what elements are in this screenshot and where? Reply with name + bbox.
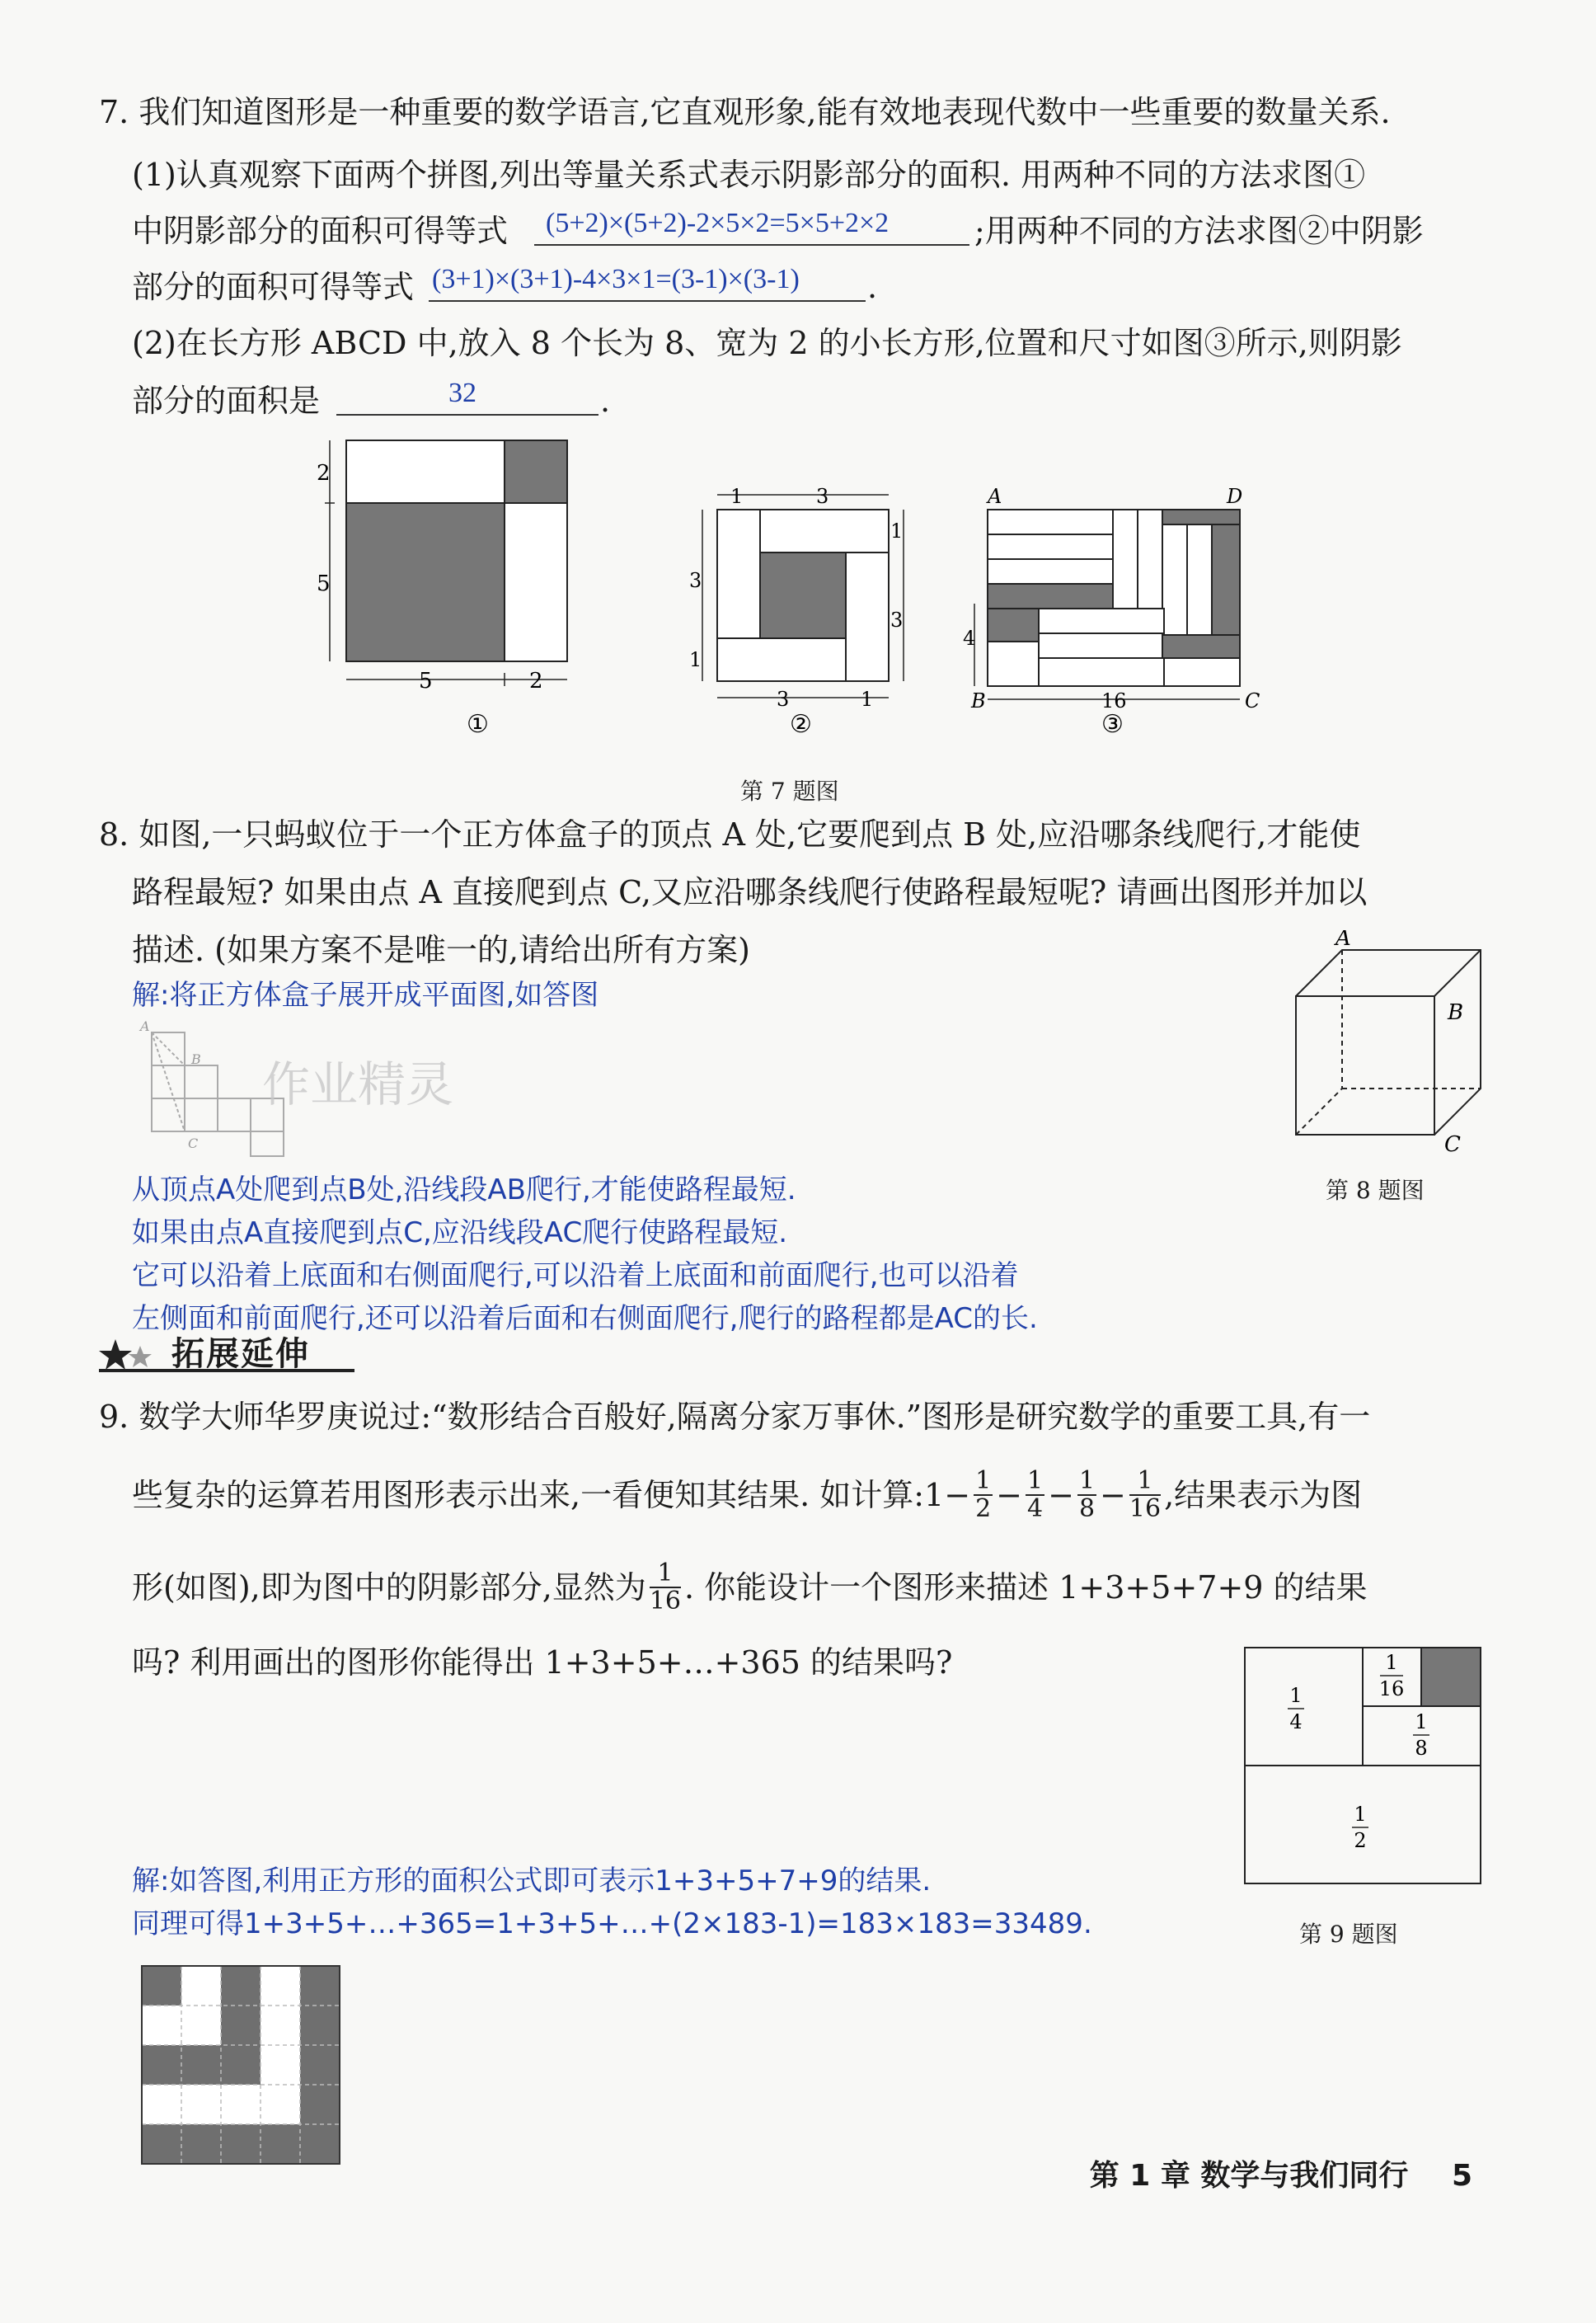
watermark: 作业精灵	[262, 1056, 454, 1112]
fig3-label-B: B	[971, 689, 986, 712]
q9-line3	[132, 1560, 1368, 1615]
net-label-A: A	[140, 1019, 150, 1034]
fig2-label-bottom1: 1	[861, 688, 874, 711]
q7-part1-line3a: 部分的面积可得等式	[132, 269, 415, 305]
page-number: 5	[1451, 2159, 1472, 2193]
q9-solution-1: 解:如答图,利用正方形的面积公式即可表示1+3+5+7+9的结果.	[132, 1865, 932, 1897]
fig3-label-16: 16	[1101, 689, 1127, 712]
q7-answer2: (3+1)×(3+1)-4×3×1=(3-1)×(3-1)	[432, 264, 800, 294]
q7-part2-line2b: .	[600, 383, 611, 419]
cube-label-B: B	[1448, 1000, 1464, 1025]
fig9-h-num: 1	[1354, 1803, 1367, 1826]
q9-frac-eighth: $\frac{1}{8}$	[1078, 1466, 1096, 1523]
cube-label-A: A	[1335, 930, 1351, 951]
fig2-caption: ②	[790, 710, 812, 739]
fig2-label-left1: 1	[689, 648, 702, 671]
q8-solution-3: 它可以沿着上底面和右侧面爬行,可以沿着上底面和前面爬行,也可以沿着	[132, 1259, 1019, 1292]
section-header	[99, 1326, 354, 1372]
q7-figure-caption: 第 7 题图	[740, 778, 839, 805]
stars-icon	[99, 1334, 165, 1372]
fig3-caption: ③	[1101, 710, 1124, 739]
q7-part1-line2b: ;用两种不同的方法求图②中阴影	[974, 213, 1424, 249]
q7-part1-line1: (1)认真观察下面两个拼图,列出等量关系式表示阴影部分的面积. 用两种不同的方法求图①	[132, 157, 1366, 193]
q9-solution-2: 同理可得1+3+5+…+365=1+3+5+…+(2×183-1)=183×183=33489.	[132, 1907, 1092, 1940]
fig1-label-5a: 5	[317, 571, 331, 596]
footer-chapter: 第 1 章 数学与我们同行	[1089, 2159, 1409, 2193]
q7-answer1: (5+2)×(5+2)-2×5×2=5×5+2×2	[546, 208, 890, 238]
section-title: 拓展延伸	[171, 1335, 310, 1373]
q9-minus-1: −	[996, 1477, 1022, 1513]
q9-minus-3: −	[1100, 1477, 1126, 1513]
page-footer	[1090, 2152, 1472, 2194]
q7-blank3	[336, 414, 598, 416]
fig1-label-5b: 5	[419, 669, 433, 694]
q9-fraction-figure	[1237, 1643, 1484, 1890]
q7-figure2	[684, 480, 907, 744]
fig9-h-den: 2	[1354, 1829, 1367, 1852]
fig1-label-2b: 2	[529, 669, 543, 694]
q8-solution-intro: 解:将正方体盒子展开成平面图,如答图	[132, 979, 599, 1012]
q8-figure-caption: 第 8 题图	[1326, 1177, 1425, 1204]
q9-line2a: 些复杂的运算若用图形表示出来,一看便知其结果. 如计算:1−	[132, 1477, 971, 1513]
q8-solution-1: 从顶点A处爬到点B处,沿线段AB爬行,才能使路程最短.	[132, 1173, 796, 1206]
fig2-label-bottom3: 3	[777, 688, 790, 711]
fig2-label-right3: 3	[890, 609, 904, 632]
fig3-label-D: D	[1227, 485, 1243, 508]
fig9-s-den: 16	[1378, 1677, 1405, 1700]
fig9-e-num: 1	[1415, 1710, 1428, 1733]
q7-part2-line1: (2)在长方形 ABCD 中,放入 8 个长为 8、宽为 2 的小长方形,位置和尺寸如图③所示,则阴影	[132, 325, 1402, 361]
fig2-label-left3: 3	[689, 569, 702, 592]
net-label-B: B	[191, 1051, 201, 1067]
q9-frac-quarter: $\frac{1}{4}$	[1027, 1466, 1044, 1523]
fig3-label-C: C	[1245, 689, 1260, 712]
q9-answer-grid	[140, 1964, 343, 2167]
fig9-q-num: 1	[1289, 1684, 1303, 1707]
q9-line3b: . 你能设计一个图形来描述 1+3+5+7+9 的结果	[684, 1569, 1368, 1606]
q7-blank1	[534, 244, 969, 246]
cube-label-C: C	[1444, 1132, 1461, 1153]
q7-blank2	[429, 300, 866, 302]
fig1-label-2a: 2	[317, 461, 331, 486]
q7-part1-line3b: .	[867, 269, 878, 305]
q9-frac-half: $\frac{1}{2}$	[975, 1466, 992, 1523]
fig3-label-A: A	[988, 485, 1002, 508]
fig9-q-den: 4	[1289, 1710, 1303, 1733]
q9-line2b: ,结果表示为图	[1164, 1477, 1363, 1513]
q7-figure3	[963, 480, 1268, 744]
fig2-label-top3: 3	[816, 485, 829, 508]
q9-figure-caption: 第 9 题图	[1299, 1921, 1398, 1948]
fig3-label-4: 4	[963, 627, 976, 650]
q9-minus-2: −	[1048, 1477, 1074, 1513]
fig2-label-top1: 1	[730, 485, 744, 508]
q7-stem: 7. 我们知道图形是一种重要的数学语言,它直观形象,能有效地表现代数中一些重要的数量关系.	[99, 94, 1391, 130]
q9-line1: 9. 数学大师华罗庚说过:“数形结合百般好,隔离分家万事休.”图形是研究数学的重要工具,有一	[99, 1399, 1371, 1435]
q9-line2	[132, 1468, 1362, 1522]
q7-part1-line2a: 中阴影部分的面积可得等式	[132, 213, 509, 249]
q9-frac-sixteenth: $\frac{1}{16}$	[1129, 1466, 1162, 1523]
q8-line1: 8. 如图,一只蚂蚁位于一个正方体盒子的顶点 A 处,它要爬到点 B 处,应沿哪条线爬行,才能使	[99, 816, 1361, 853]
section-underline	[99, 1369, 354, 1372]
q9-line4: 吗? 利用画出的图形你能得出 1+3+5+…+365 的结果吗?	[132, 1644, 953, 1681]
q8-solution-4: 左侧面和前面爬行,还可以沿着后面和右侧面爬行,爬行的路程都是AC的长.	[132, 1302, 1038, 1335]
q9-frac-result: $\frac{1}{16}$	[649, 1559, 681, 1615]
q8-cube-figure	[1286, 930, 1500, 1153]
fig9-s-num: 1	[1385, 1651, 1398, 1674]
q7-part2-line2a: 部分的面积是	[132, 383, 321, 419]
fig9-e-den: 8	[1415, 1737, 1428, 1760]
fig2-label-right1: 1	[890, 520, 904, 543]
fig1-caption: ①	[467, 710, 489, 739]
q7-figure1	[313, 435, 577, 749]
q8-solution-2: 如果由点A直接爬到点C,应沿线段AC爬行使路程最短.	[132, 1216, 788, 1249]
q7-answer3: 32	[448, 378, 476, 408]
q8-line3: 描述. (如果方案不是唯一的,请给出所有方案)	[132, 932, 750, 968]
q8-line2: 路程最短? 如果由点 A 直接爬到点 C,又应沿哪条线爬行使路程最短呢? 请画出图形并加以	[132, 874, 1368, 910]
q9-line3a: 形(如图),即为图中的阴影部分,显然为	[132, 1569, 646, 1606]
net-label-C: C	[188, 1136, 199, 1151]
